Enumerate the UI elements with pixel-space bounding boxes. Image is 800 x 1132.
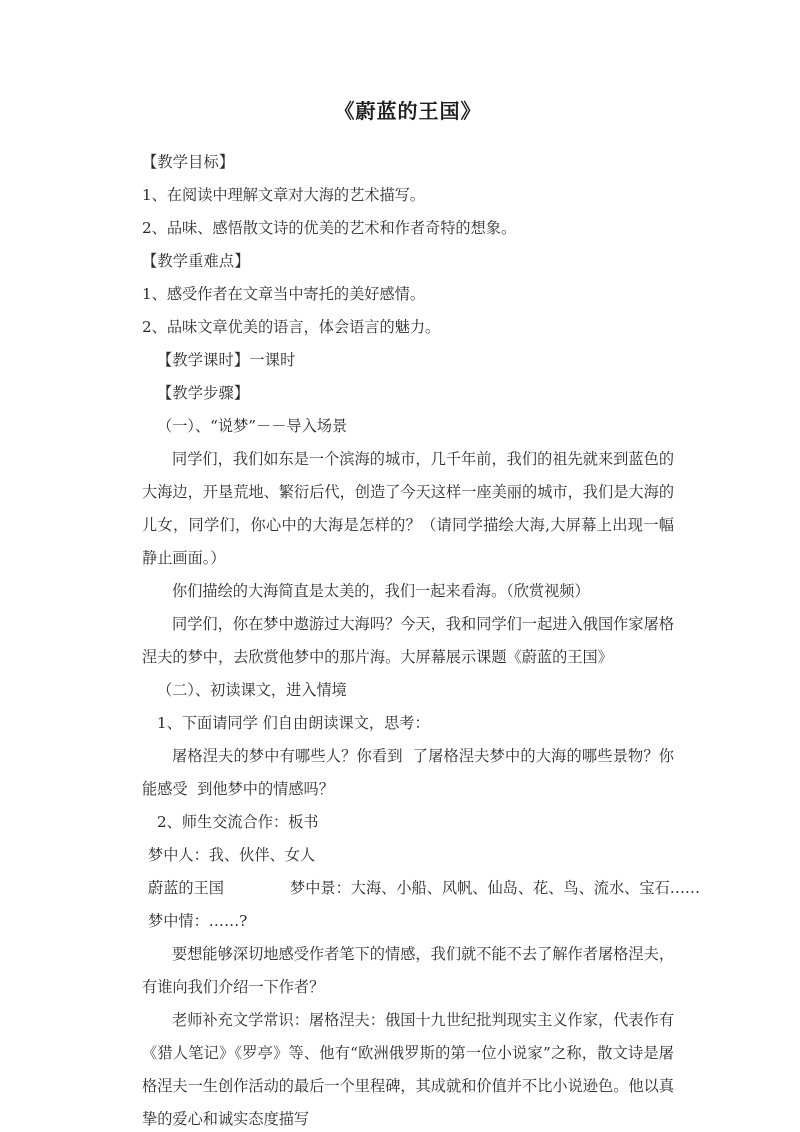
board-row-3-label: 梦中情：……?: [148, 912, 248, 930]
page-title: 《蔚蓝的王国》: [334, 99, 482, 123]
section-heading-key-difficulties: 【教学重难点】: [142, 252, 250, 270]
keypoint-item-2: 2、品味文章优美的语言，体会语言的魅力。: [142, 318, 441, 336]
blackboard-design-block: [142, 839, 701, 938]
lesson-plan-sections: [142, 146, 674, 839]
step-two-item-1: 1、下面请同学 们自由朗读课文，思考：: [157, 714, 430, 732]
step-two-title: （二）、初读课文，进入情境: [157, 681, 347, 699]
board-row-2-topic: 蔚蓝的王国: [148, 879, 224, 897]
step-one-paragraph-2: 你们描绘的大海简直是太美的，我们一起来看海。（欣赏视频）: [172, 582, 590, 600]
paragraph-author-question: 要想能够深切地感受作者笔下的情感，我们就不能不去了解作者屠格涅夫，有谁向我们介绍一下作者？: [142, 945, 674, 996]
section-heading-teaching-steps: 【教学步骤】: [157, 384, 250, 402]
section-heading-class-periods: 【教学课时】一课时: [157, 351, 296, 369]
document-body: [142, 0, 701, 1132]
objective-item-1: 1、在阅读中理解文章对大海的艺术描写。: [142, 186, 426, 204]
step-one-title: （一）、“说梦”－－导入场景: [157, 417, 348, 435]
board-row: [142, 905, 674, 938]
step-two-item-2: 2、师生交流合作：板书: [157, 813, 319, 831]
author-background-section: [142, 938, 674, 1132]
step-one-paragraph-3: 同学们，你在梦中遨游过大海吗？今天，我和同学们一起进入俄国作家屠格涅夫的梦中，去欣赏他梦中的那片海。大屏幕展示课题《蔚蓝的王国》: [142, 615, 674, 666]
board-row: [142, 872, 701, 905]
paragraph-author-literary-background: 老师补充文学常识：屠格涅夫：俄国十九世纪批判现实主义作家，代表作有《猎人笔记》《罗亭》等、他有“欧洲俄罗斯的第一位小说家”之称，散文诗是屠格涅夫一生创作活动的最后一个里程碑，其成就和价值并不比小说逊色。他以真挚的爱心和诚实态度描写: [142, 1011, 674, 1128]
objective-item-2: 2、品味、感悟散文诗的优美的艺术和作者奇特的想象。: [142, 219, 517, 237]
step-one-paragraph-1: 同学们，我们如东是一个滨海的城市，几千年前，我们的祖先就来到蓝色的大海边，开垦荒地、繁衍后代，创造了今天这样一座美丽的城市，我们是大海的儿女，同学们，你心中的大海是怎样的？（请同学描绘大海,大屏幕上出现一幅静止画面。）: [142, 450, 674, 567]
keypoint-item-1: 1、感受作者在文章当中寄托的美好感情。: [142, 285, 426, 303]
section-heading-teaching-objectives: 【教学目标】: [142, 153, 235, 171]
board-row-2-scenes: 梦中景：大海、小船、风帆、仙岛、花、鸟、流水、宝石……: [290, 879, 701, 897]
step-two-questions: 屠格涅夫的梦中有哪些人？你看到 了屠格涅夫梦中的大海的哪些景物？你能感受 到他梦中的情感吗？: [142, 747, 674, 798]
board-row-1-label: 梦中人：我、伙伴、女人: [148, 846, 316, 864]
board-row: [142, 839, 674, 872]
